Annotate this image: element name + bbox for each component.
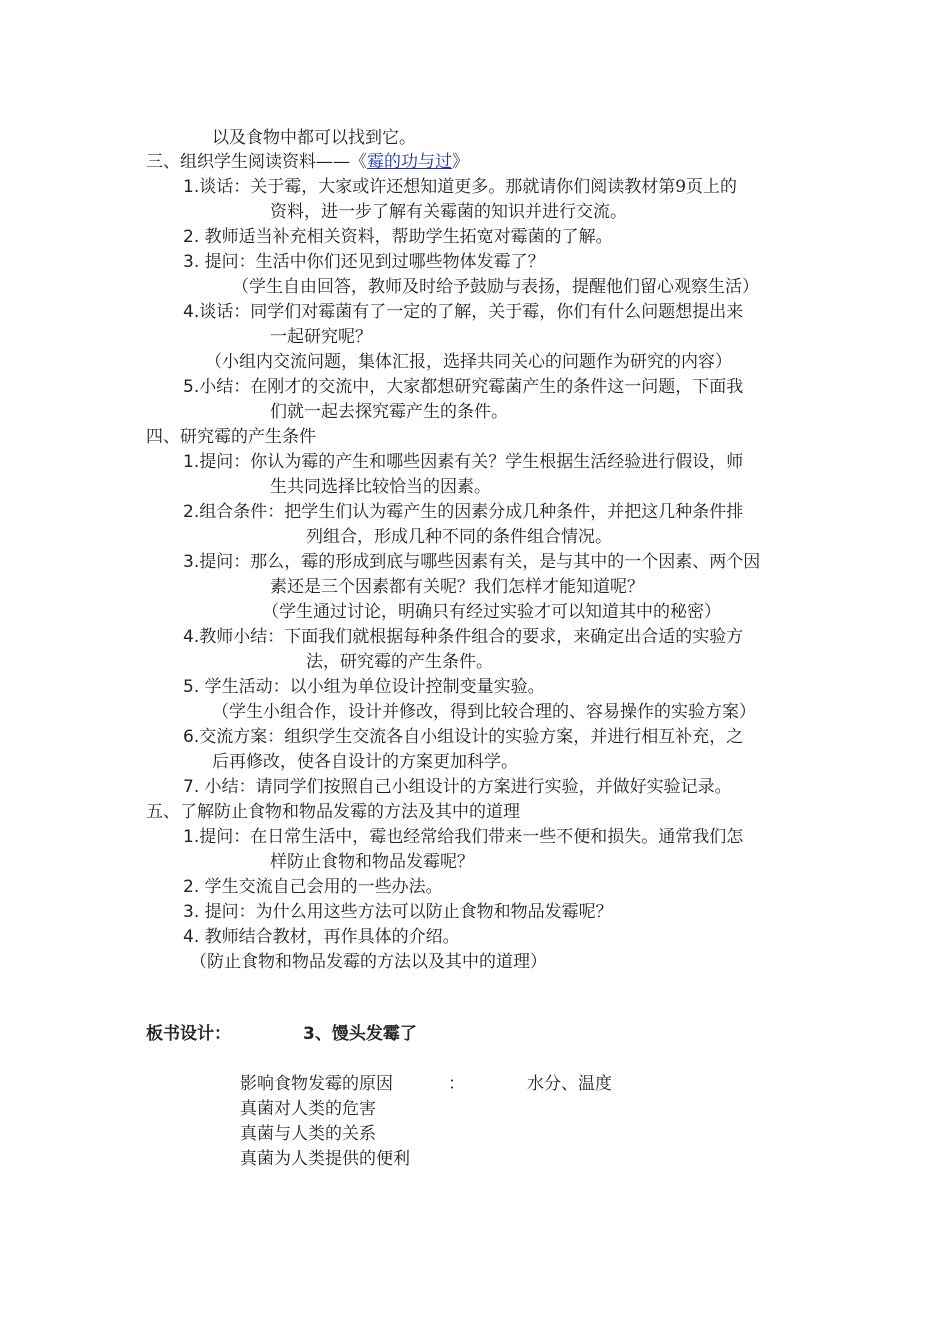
- item-text: 提问：生活中你们还见到过哪些物体发霉了？: [204, 252, 545, 272]
- sec4-item-3: [183, 550, 760, 575]
- item-number: 6.: [183, 727, 200, 747]
- sec3-note-2: （小组内交流问题，集体汇报，选择共同关心的问题作为研究的内容）: [205, 352, 732, 372]
- sec4-item-6-cont: 后再修改，使各自设计的方案更加科学。: [212, 752, 518, 772]
- sec4-item-4: [183, 625, 743, 650]
- sec5-item-1: [183, 825, 743, 850]
- reading-link[interactable]: 霉的功与过: [367, 152, 452, 172]
- board-row-1-colon: ：: [448, 1074, 465, 1094]
- item-text: 学生交流自己会用的一些办法。: [204, 877, 443, 897]
- section-3-heading-post: 》: [452, 152, 469, 172]
- sec4-item-1: [183, 450, 743, 475]
- sec5-item-1-cont: 样防止食物和物品发霉呢？: [270, 852, 474, 872]
- section-3-heading-pre: 三、组织学生阅读资料——《: [146, 152, 367, 172]
- item-number: 4.: [183, 927, 200, 947]
- sec3-item-5-cont: 们就一起去探究霉产生的条件。: [270, 402, 508, 422]
- item-text: 提问：那么，霉的形成到底与哪些因素有关，是与其中的一个因素、两个因: [199, 552, 761, 572]
- sec4-item-5: [183, 675, 545, 700]
- item-text: 教师结合教材，再作具体的介绍。: [204, 927, 460, 947]
- section-4-heading: 四、研究霉的产生条件: [146, 427, 316, 447]
- board-row-4: 真菌为人类提供的便利: [240, 1149, 410, 1169]
- board-title: 3、馒头发霉了: [303, 1024, 417, 1044]
- item-text: 提问：在日常生活中，霉也经常给我们带来一些不便和损失。通常我们怎: [199, 827, 744, 847]
- item-text: 小结：请同学们按照自己小组设计的方案进行实验，并做好实验记录。: [204, 777, 732, 797]
- item-text: 提问：你认为霉的产生和哪些因素有关？学生根据生活经验进行假设，师: [199, 452, 744, 472]
- item-number: 4.: [183, 302, 200, 322]
- sec4-item-2: [183, 500, 743, 525]
- item-number: 1.: [183, 452, 200, 472]
- item-text: 小结：在刚才的交流中，大家都想研究霉菌产生的条件这一问题，下面我: [199, 377, 744, 397]
- sec3-item-5: [183, 375, 743, 400]
- sec3-item-4: [183, 300, 743, 325]
- sec4-item-3-cont: 素还是三个因素都有关呢？我们怎样才能知道呢？: [270, 577, 644, 597]
- sec4-item-1-cont: 生共同选择比较恰当的因素。: [270, 477, 491, 497]
- board-label: 板书设计：: [146, 1024, 231, 1044]
- section-3-heading: [146, 150, 469, 175]
- sec3-item-1-cont: 资料，进一步了解有关霉菌的知识并进行交流。: [270, 202, 627, 222]
- item-text: 组合条件：把学生们认为霉产生的因素分成几种条件，并把这几种条件排: [199, 502, 744, 522]
- sec3-item-2: [183, 225, 613, 250]
- item-number: 2.: [183, 877, 200, 897]
- sec4-item-2-cont: 列组合，形成几种不同的条件组合情况。: [306, 527, 612, 547]
- sec4-note-1: （学生通过讨论，明确只有经过实验才可以知道其中的秘密）: [262, 602, 721, 622]
- item-text: 谈话：关于霉，大家或许还想知道更多。那就请你们阅读教材第9页上的: [199, 177, 738, 197]
- item-number: 5.: [183, 377, 200, 397]
- item-text: 交流方案：组织学生交流各自小组设计的实验方案，并进行相互补充，之: [199, 727, 744, 747]
- item-number: 2.: [183, 227, 200, 247]
- item-number: 5.: [183, 677, 200, 697]
- item-text: 谈话：同学们对霉菌有了一定的了解，关于霉，你们有什么问题想提出来: [199, 302, 744, 322]
- item-number: 7.: [183, 777, 200, 797]
- sec5-note-1: （防止食物和物品发霉的方法以及其中的道理）: [190, 952, 547, 972]
- board-row-3: 真菌与人类的关系: [240, 1124, 376, 1144]
- section-5-heading: 五、了解防止食物和物品发霉的方法及其中的道理: [146, 802, 520, 822]
- sec3-item-3: [183, 250, 545, 275]
- sec5-item-4: [183, 925, 460, 950]
- sec5-item-3: [183, 900, 613, 925]
- item-number: 1.: [183, 827, 200, 847]
- sec4-item-6: [183, 725, 743, 750]
- item-number: 1.: [183, 177, 200, 197]
- item-text: 教师小结：下面我们就根据每种条件组合的要求，来确定出合适的实验方: [199, 627, 744, 647]
- board-row-1-right: 水分、温度: [527, 1074, 612, 1094]
- item-number: 2.: [183, 502, 200, 522]
- item-text: 教师适当补充相关资料，帮助学生拓宽对霉菌的了解。: [204, 227, 613, 247]
- item-text: 学生活动：以小组为单位设计控制变量实验。: [204, 677, 545, 697]
- sec4-note-2: （学生小组合作，设计并修改，得到比较合理的、容易操作的实验方案）: [212, 702, 756, 722]
- sec5-item-2: [183, 875, 443, 900]
- sec4-item-4-cont: 法，研究霉的产生条件。: [306, 652, 493, 672]
- intro-line: 以及食物中都可以找到它。: [212, 128, 416, 148]
- sec4-item-7: [183, 775, 732, 800]
- sec3-note-1: （学生自由回答，教师及时给予鼓励与表扬，提醒他们留心观察生活）: [232, 277, 759, 297]
- board-row-1-left: 影响食物发霉的原因: [240, 1074, 393, 1094]
- item-number: 4.: [183, 627, 200, 647]
- item-number: 3.: [183, 252, 200, 272]
- sec3-item-4-cont: 一起研究呢？: [270, 327, 372, 347]
- item-text: 提问：为什么用这些方法可以防止食物和物品发霉呢？: [204, 902, 613, 922]
- sec3-item-1: [183, 175, 737, 200]
- item-number: 3.: [183, 552, 200, 572]
- item-number: 3.: [183, 902, 200, 922]
- board-row-2: 真菌对人类的危害: [240, 1099, 376, 1119]
